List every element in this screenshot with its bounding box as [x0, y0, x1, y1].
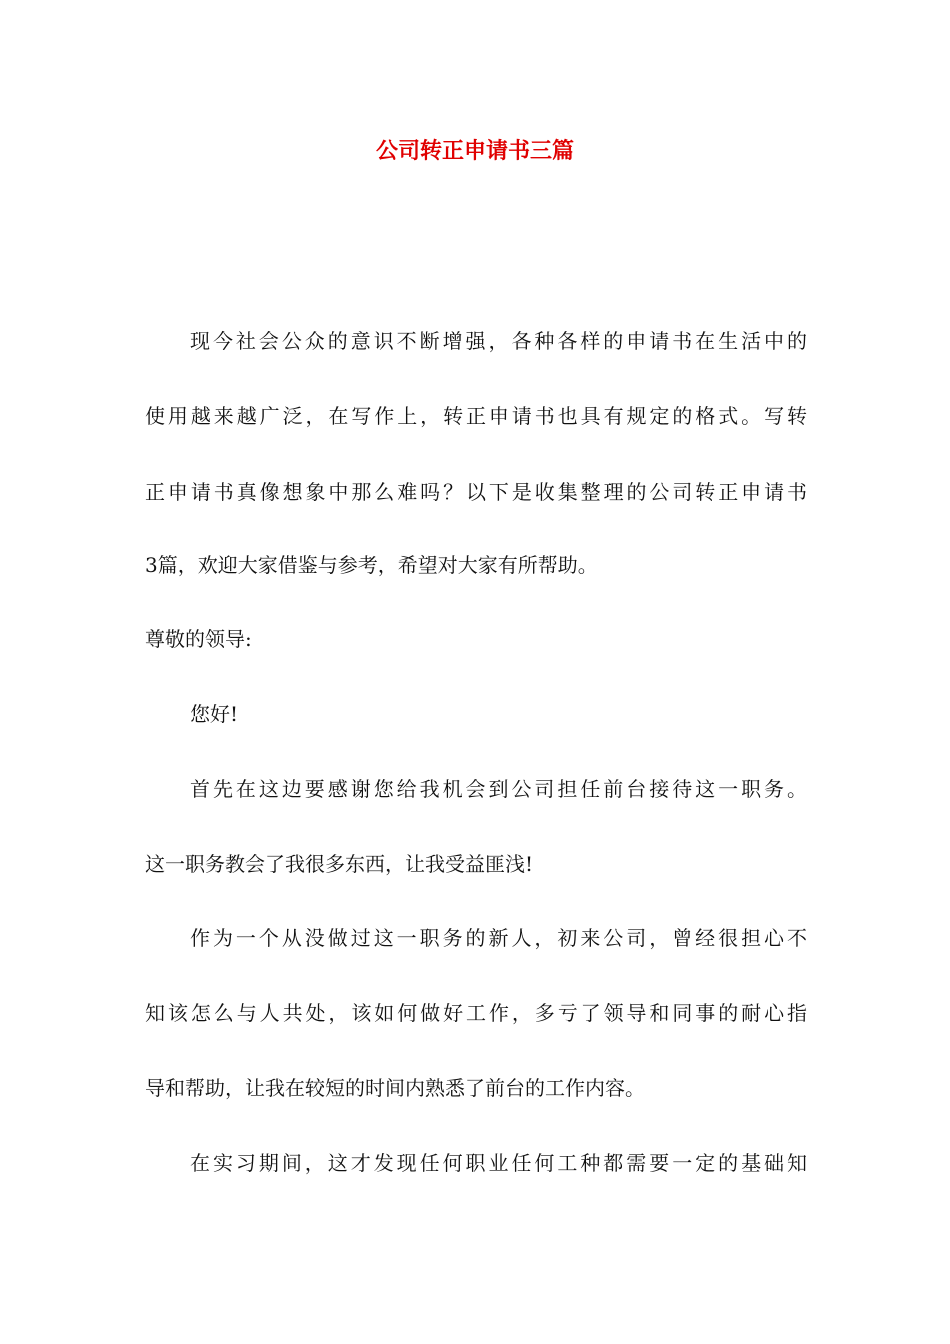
greeting: 您好!	[190, 702, 239, 726]
paragraph-line: 首先在这边要感谢您给我机会到公司担任前台接待这一职务。	[190, 777, 807, 801]
paragraph-line: 导和帮助，让我在较短的时间内熟悉了前台的工作内容。	[145, 1076, 645, 1100]
paragraph-line: 使用越来越广泛，在写作上，转正申请书也具有规定的格式。写转	[145, 404, 807, 428]
paragraph-line: 在实习期间，这才发现任何职业任何工种都需要一定的基础知	[190, 1151, 807, 1175]
paragraph-line: 作为一个从没做过这一职务的新人，初来公司，曾经很担心不	[190, 926, 807, 950]
paragraph-line: 这一职务教会了我很多东西，让我受益匪浅!	[145, 852, 534, 876]
salutation: 尊敬的领导:	[145, 627, 252, 651]
paragraph-line: 3篇，欢迎大家借鉴与参考，希望对大家有所帮助。	[145, 553, 598, 577]
paragraph-line: 正申请书真像想象中那么难吗？以下是收集整理的公司转正申请书	[145, 480, 807, 504]
paragraph-line: 现今社会公众的意识不断增强，各种各样的申请书在生活中的	[190, 329, 807, 353]
document-title: 公司转正申请书三篇	[375, 139, 574, 164]
paragraph-line: 知该怎么与人共处，该如何做好工作，多亏了领导和同事的耐心指	[145, 1001, 807, 1025]
